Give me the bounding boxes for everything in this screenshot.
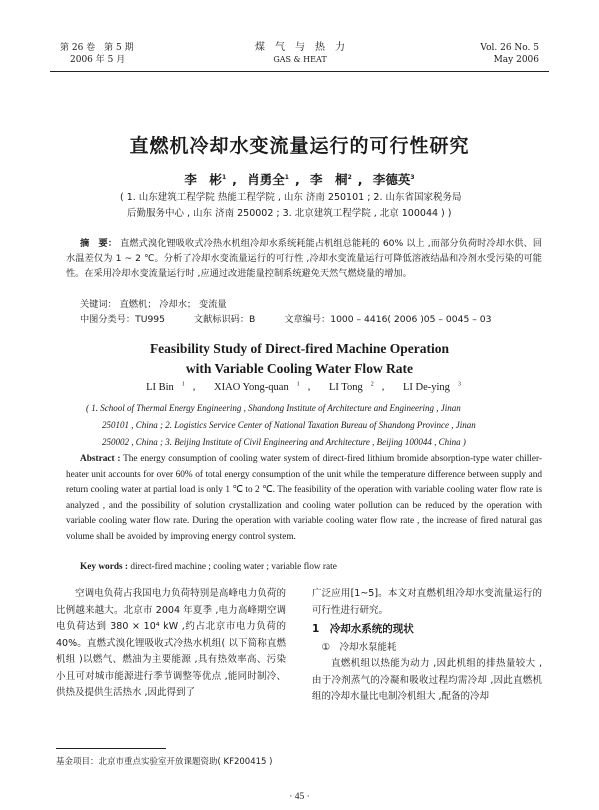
journal-name-cn: 煤 气 与 热 力 xyxy=(255,42,345,53)
keywords-en-text: direct-fired machine ; cooling water ; variable flow rate xyxy=(130,562,337,572)
volume-issue-en: Vol. 26 No. 5 xyxy=(480,43,539,53)
keywords-cn-text: 直燃机； 冷却水； 变流量 xyxy=(119,299,227,310)
body-left-column xyxy=(56,586,286,702)
article-no-value: 1000 – 4416( 2006 )05 – 0045 – 03 xyxy=(330,314,492,325)
author-cn: 李德英$^3$ xyxy=(372,172,415,187)
author-en: LI Tong $^2$ xyxy=(328,381,374,393)
body-paragraph: 直燃机组以热能为动力 ,因此机组的排热量较大 ,由于冷剂蒸气的冷凝和吸收过程均需冷却 ,因此直燃机组的冷却水量比电制冷机组大 ,配备的冷却 xyxy=(312,658,542,702)
clc-value: TU995 xyxy=(135,314,165,325)
paper-title-cn: 直燃机冷却水变流量运行的可行性研究 xyxy=(129,135,470,157)
section-heading: 1 冷却水系统的现状 xyxy=(312,623,414,635)
body-right-column xyxy=(312,586,542,706)
classification-cn xyxy=(80,312,556,327)
doc-code-value: B xyxy=(249,314,256,325)
keywords-cn-label: 关键词： xyxy=(80,299,117,310)
clc-label: 中图分类号： xyxy=(80,314,136,325)
paper-title-en-line: with Variable Cooling Water Flow Rate xyxy=(185,361,414,376)
author-cn: 李 彬$^1$ xyxy=(184,172,227,187)
author-cn: 肖勇全$^1$ xyxy=(247,172,289,187)
issue-date: 2006 年 5 月 xyxy=(70,55,126,65)
doc-code-label: 文献标识码： xyxy=(193,314,250,325)
paper-title-en-line: Feasibility Study of Direct-fired Machine Operation xyxy=(149,341,450,356)
abstract-en-label: Abstract : xyxy=(80,454,121,464)
author-en: LI De-ying $^3$ xyxy=(402,381,461,393)
abstract-cn-text: 直燃式溴化锂吸收式冷热水机组冷却水系统耗能占机组总能耗的 60% 以上 ,而部分负荷时冷却水供、回水温差仅为 1 ~ 2 ℃。分析了冷却水变流量运行的可行性 ,冷却水变流量运行可降低溶液结晶和冷剂水受污染的可能性。在采用冷却水变流量运行时 ,应通过改进能量控制系统避免天然气燃烧量的增加。 xyxy=(66,238,543,279)
article-no-label: 文章编号： xyxy=(284,314,331,325)
journal-name-en: GAS & HEAT xyxy=(273,55,327,64)
affiliation-en-line: ( 1. School of Thermal Energy Engineering , Shandong Institute of Architecture and Engineering , Jinan xyxy=(86,403,461,413)
footnote-rule xyxy=(56,748,166,749)
volume-issue: 第 26 卷 第 5 期 xyxy=(60,43,134,53)
page-number: · 45 · xyxy=(289,792,310,802)
keywords-en xyxy=(80,560,556,576)
abstract-en-text: The energy consumption of cooling water system of direct-fired lithium bromide absorption-type water chiller-heater unit accounts for over 60% of total energy consumption of the unit while the temperature difference between supply and return cooling water at partial load is only 1 ℃ to 2 ℃. The feasibility of the operation with variable cooling water flow rate is analyzed , and the possibility of solution crystallization and cooling water pollution can be reduced by the operation with variable cooling water flow rate. During the operation with variable cooling water flow rate , the increase of fired natural gas volume shall be avoided by improving energy control system. xyxy=(66,454,543,542)
affiliation-cn-line: ( 1. 山东建筑工程学院 热能工程学院 , 山东 济南 250101 ; 2. 山东省国家税务局 xyxy=(120,192,462,203)
author-en: LI Bin $^1$ xyxy=(146,381,185,393)
author-en: XIAO Yong-quan $^1$ xyxy=(214,381,300,393)
author-cn: 李 桐$^2$ xyxy=(310,172,352,187)
authors-en: LI Bin $^1$ , XIAO Yong-quan $^1$ , LI Tong $^2$ , LI De-ying $^3$ xyxy=(0,381,599,393)
footnote: 基金项目：北京市重点实验室开放课题资助( KF200415 ) xyxy=(56,757,273,767)
header-rule xyxy=(50,71,549,72)
keywords-cn xyxy=(80,297,556,312)
body-paragraph: 广泛应用[1~5]。本文对直燃机组冷却水变流量运行的可行性进行研究。 xyxy=(312,588,542,616)
subsection-heading: ① 冷却水泵能耗 xyxy=(321,641,397,653)
abstract-en xyxy=(66,452,542,545)
abstract-cn xyxy=(66,236,542,281)
header-left xyxy=(60,42,134,66)
keywords-en-label: Key words : xyxy=(80,562,129,572)
body-paragraph: 空调电负荷占我国电力负荷特别是高峰电力负荷的比例越来越大。北京市 2004 年夏季 ,电力高峰期空调电负荷达到 380 × 10⁴ kW ,约占北京市电力负荷的 40%。直燃式溴化锂吸收式冷热水机组( 以下简称直燃机组 )以燃气、燃油为主要能源 ,具有热效率高、污染小且可对城市能源进行季节调整等优点 ,能同时制冷、供热及提供生活热水 ,因此得到了 xyxy=(56,588,286,698)
header-center xyxy=(200,42,400,66)
affiliation-en-line: 250101 , China ; 2. Logistics Service Center of National Taxation Bureau of Shandong Province , Jinan xyxy=(102,420,476,430)
issue-date-en: May 2006 xyxy=(493,55,539,65)
affiliation-en-line: 250002 , China ; 3. Beijing Institute of Civil Engineering and Architecture , Beijing 100044 , China ) xyxy=(102,437,466,447)
header-right xyxy=(480,42,539,66)
abstract-cn-label: 摘 要： xyxy=(80,238,118,249)
affiliation-cn-line: 后勤服务中心 , 山东 济南 250002 ; 3. 北京建筑工程学院 , 北京 100044 ) ) xyxy=(127,208,452,219)
authors-cn: 李 彬$^1$ , 肖勇全$^1$ , 李 桐$^2$ , 李德英$^3$ xyxy=(184,172,415,187)
